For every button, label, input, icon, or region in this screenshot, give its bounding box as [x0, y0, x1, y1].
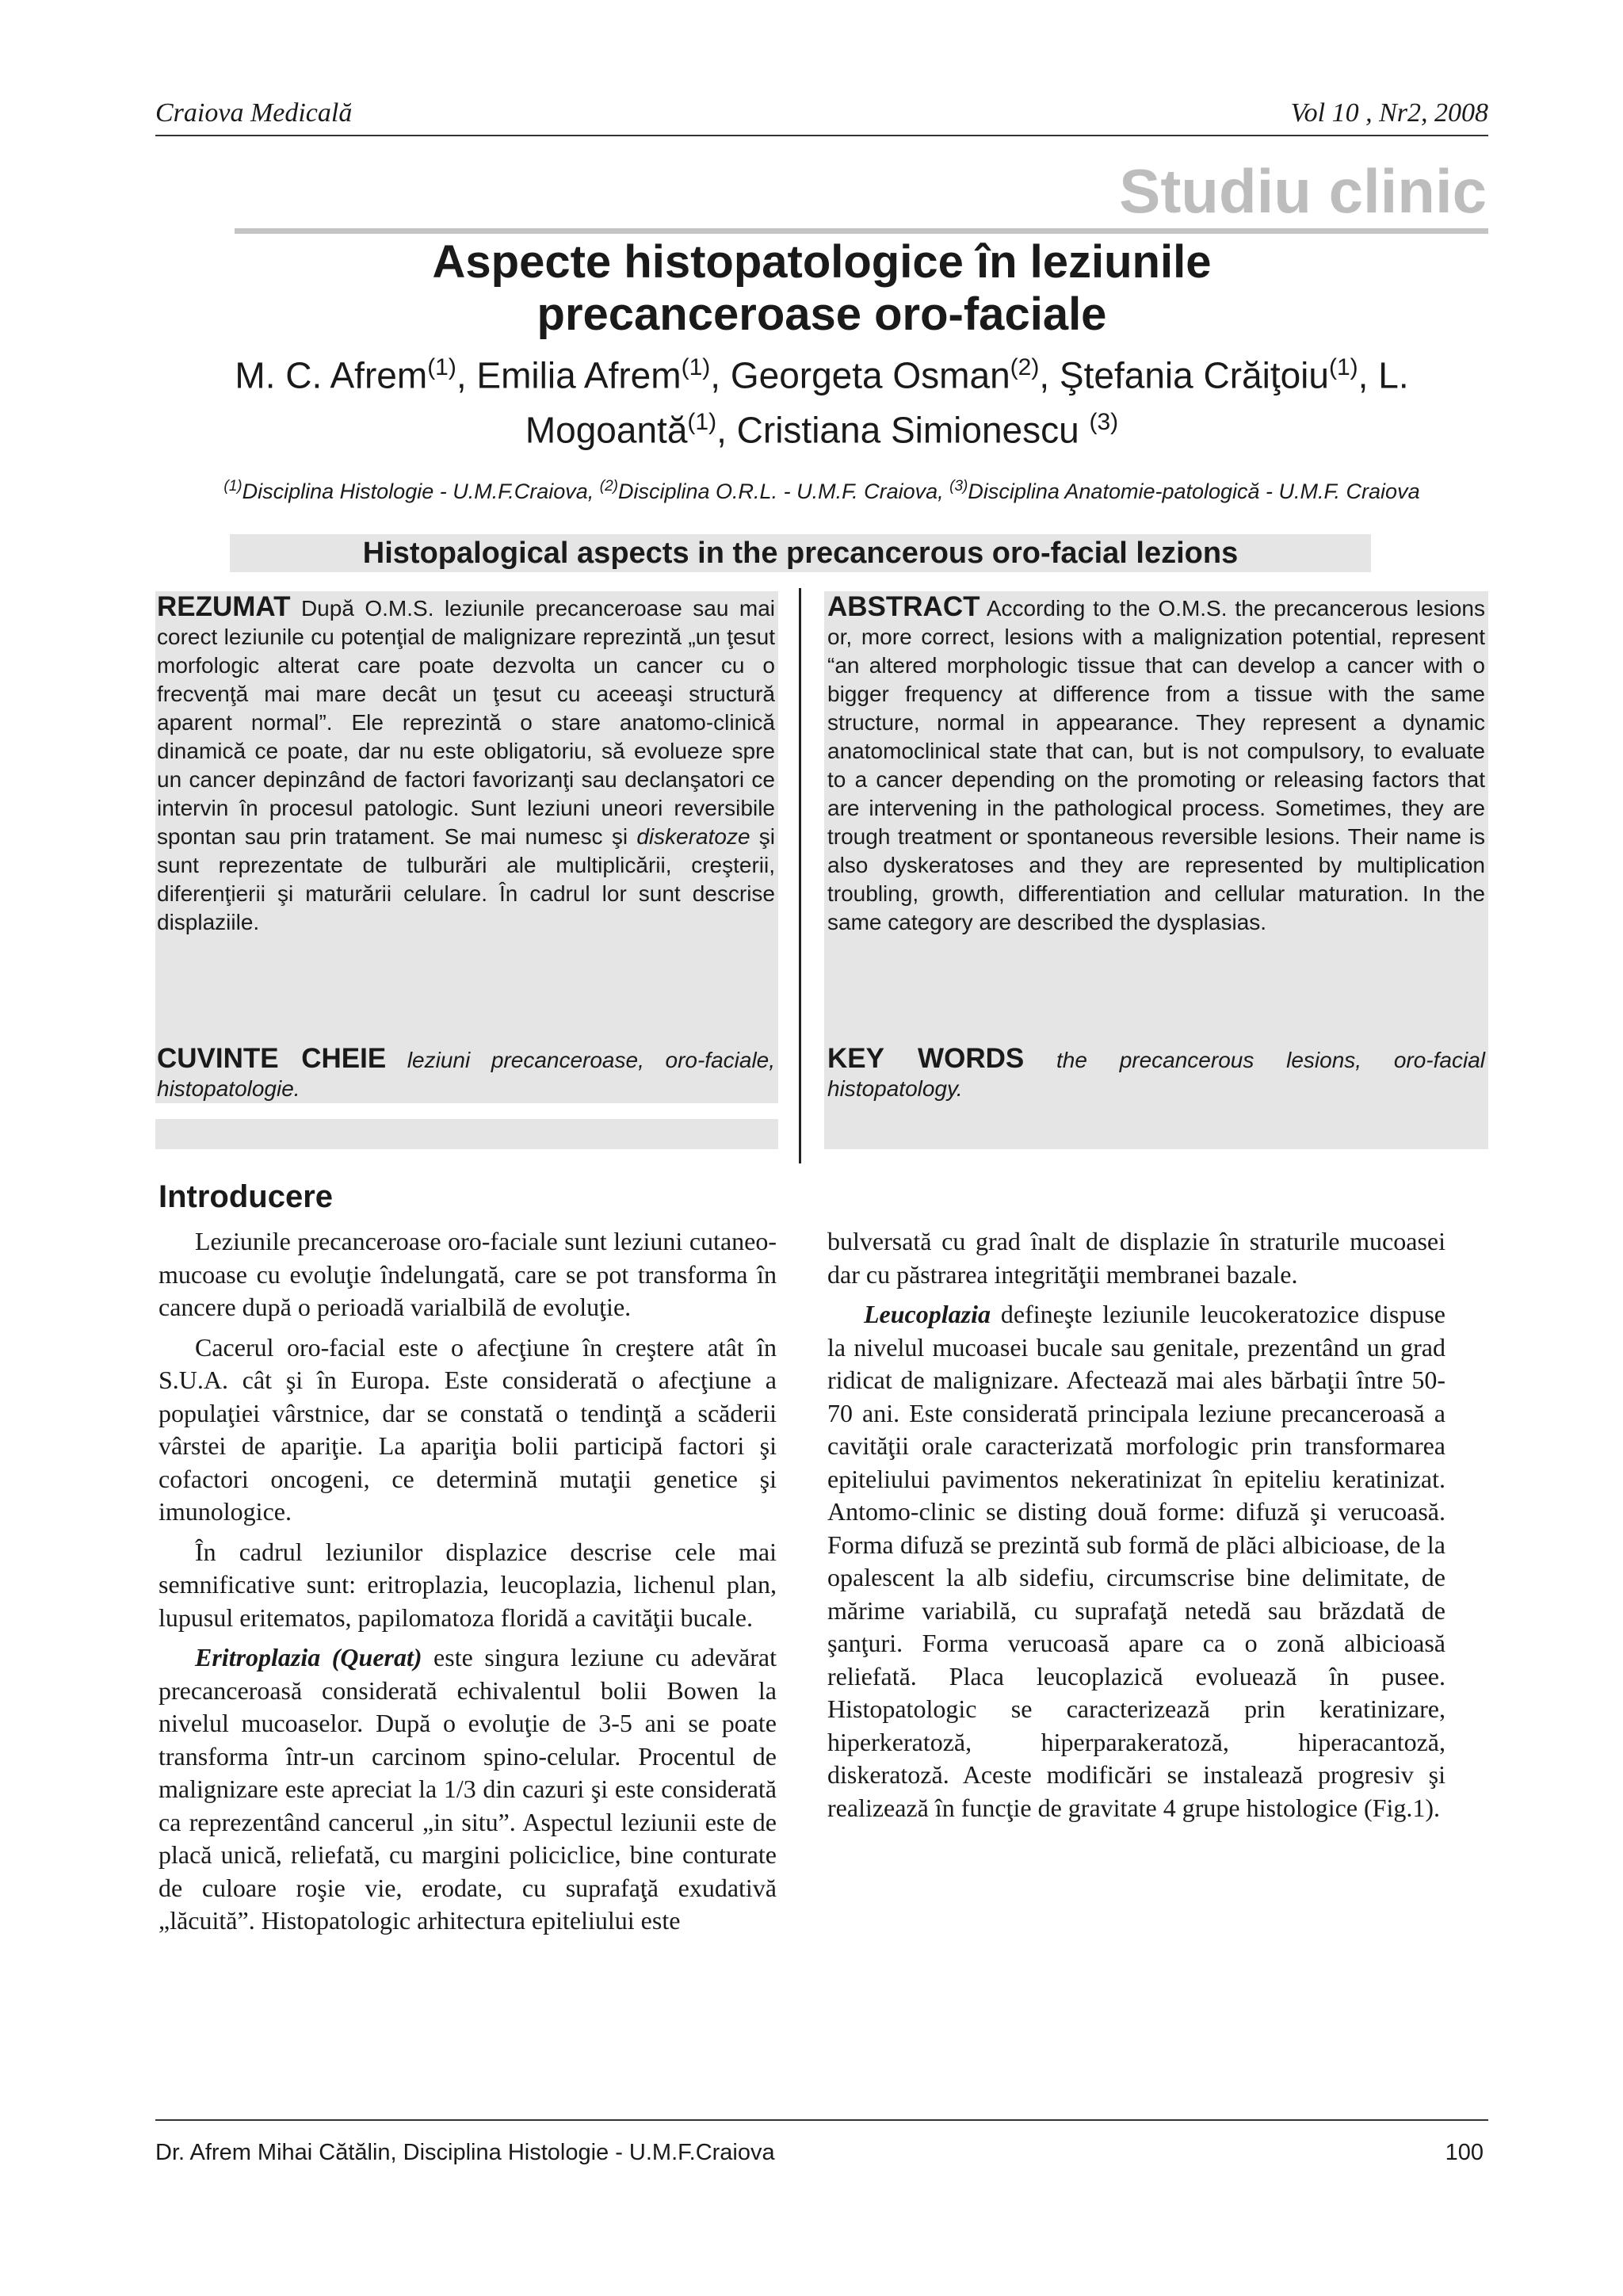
term: Leucoplazia [864, 1300, 991, 1328]
author-affil: (3) [1089, 409, 1119, 436]
author-affil: (1) [427, 354, 456, 380]
english-title: Histopalogical aspects in the precancerous oro-facial lezions [362, 537, 1239, 570]
column-divider [799, 588, 801, 1163]
author-name: M. C. Afrem [235, 354, 428, 396]
author-name: Emilia Afrem [476, 354, 682, 396]
paragraph: În cadrul leziunilor displazice descrise cele mai semnificative sunt: eritroplazia, leucoplazia, lichenul plan, lupusul eritematos, papilomatoza floridă a cavităţii bucale. [158, 1537, 777, 1632]
paragraph: Leziunile precanceroase oro-faciale sunt leziuni cutaneo-mucoase cu evoluţie îndelungată, care se pot transforma în cancere după o perioadă varialbilă de evoluţie. [158, 1227, 777, 1321]
title-line-2: precanceroase oro-faciale [537, 288, 1107, 340]
author-affil: (1) [687, 409, 717, 436]
body-column-right [827, 1225, 1445, 1824]
section-label: Studiu clinic [1119, 156, 1487, 226]
affiliation: Disciplina O.R.L. - U.M.F. Craiova, [618, 479, 950, 503]
rezumat-box-tail [155, 1119, 778, 1149]
paragraph [827, 1298, 1445, 1824]
paragraph [158, 1641, 777, 1938]
section-rule [235, 228, 1488, 234]
abstract-text [827, 593, 1485, 937]
rezumat-heading: REZUMAT [157, 591, 291, 622]
author-affil: (1) [681, 354, 711, 380]
key-words-text: the precancerous lesions, oro-facial histopatology. [827, 1048, 1485, 1101]
paragraph-text: este singura leziune cu adevărat precanceroasă considerată echivalentul bolii Bowen la nivelul mucoaselor. După o evoluţie de 3-5 ani se poate transforma într-un carcinom spino-celular. Procentul de malignizare este apreciat la 1/3 din cazuri şi este considerată ca reprezentând cancerul „in situ”. Aspectul leziunii este de placă unică, reliefată, cu margini policiclice, bine conturate de culoare roşie vie, erodate, cu suprafaţă exudativă „lăcuită”. Histopatologic arhitectura epiteliului este [158, 1643, 777, 1935]
paragraph: Cacerul oro-facial este o afecţiune în creştere atât în S.U.A. cât şi în Europa. Este considerată o afecţiune a populaţiei vârstnice, dar se constată o tendinţă a scăderii vârstei de apariţie. La apariţia bolii participă factori şi cofactori oncogeni, ce determină mutaţii genetice şi imunologice. [158, 1332, 777, 1526]
title-line-1: Aspecte histopatologice în leziunile [432, 236, 1212, 288]
footer-rule [155, 2119, 1488, 2121]
author-name: Cristiana Simionescu [736, 409, 1079, 451]
article-title [155, 236, 1488, 341]
paragraph-text: defineşte leziunile leucokeratozice dispuse la nivelul mucoasei bucale sau genitale, prezentând un grad ridicat de malignizare. Afectează mai ales bărbaţii între 50-70 ani. Este considerată principala leziune precanceroasă a cavităţii orale caracterizată morfologic prin transformarea epiteliului pavimentos nekeratinizat în epiteliu keratinizat. Antomo-clinic se disting două forme: difuză şi verucoasă. Forma difuză se prezintă sub formă de plăci albicioase, de la opalescent la alb sidefiu, circumscrise bine delimitate, de mărime variabilă, cu suprafaţă netedă sau brăzdată de şanţuri. Forma verucoasă apare ca o zonă albicioasă reliefată. Placa leucoplazică evoluează în pusee. Histopatologic se caracterizează prin keratinizare, hiperkeratoză, hiperparakeratoză, hiperacantoză, diskeratoză. Aceste modificări se instalează progresiv şi realizează în funcţie de gravitate 4 grupe histologice (Fig.1). [827, 1300, 1445, 1822]
author-list [155, 344, 1488, 454]
author-name: Georgeta Osman [730, 354, 1010, 396]
paragraph: bulversată cu grad înalt de displazie în straturile mucoasei dar cu păstrarea integrităţii membranei bazale. [827, 1227, 1445, 1289]
key-words [827, 1045, 1485, 1103]
header-rule [155, 135, 1488, 136]
rezumat-body: şi sunt reprezentate de tulburări ale multiplicării, creşterii, diferenţierii şi maturării celulare. În cadrul lor sunt descrise displaziile. [157, 824, 776, 934]
intro-heading: Introducere [158, 1179, 334, 1214]
rezumat-text [157, 593, 775, 937]
author-name: L. Mogoantă [525, 354, 1409, 451]
cuvinte-cheie [157, 1045, 775, 1103]
journal-volume: Vol 10 , Nr2, 2008 [1290, 98, 1488, 128]
affiliations [155, 472, 1488, 506]
rezumat-body: După O.M.S. leziunile precanceroase sau mai corect leziunile cu potenţial de malignizare reprezintă „un ţesut morfologic alterat care poate dezvolta un cancer cu o frecvenţă mai mare decât un ţesut cu aceeaşi structură aparent normal”. Ele reprezintă o stare anatomo-clinică dinamică ce poate, dar nu este obligatoriu, să evolueze spre un cancer depinzând de factori favorizanţi sau declanşatori ce intervin în procesul patologic. Sunt leziuni uneori reversibile spontan sau prin tratament. Se mai numesc şi [157, 596, 775, 849]
affiliation: Disciplina Histologie - U.M.F.Craiova, [242, 479, 600, 503]
affiliation: Disciplina Anatomie-patologică - U.M.F. Craiova [968, 479, 1420, 503]
affil-marker: (2) [599, 478, 619, 495]
cuvinte-cheie-heading: CUVINTE CHEIE [157, 1043, 387, 1074]
term: Eritroplazia (Querat) [195, 1643, 422, 1671]
affil-marker: (1) [223, 478, 242, 495]
journal-name: Craiova Medicală [155, 98, 353, 128]
authors-line-1: M. C. Afrem$^{(1)}$, Emilia Afrem$^{(1)}$, Georgeta Osman$^{(2)}$, Ştefania Crăiţoiu$^{(1)}$, L. Mogoantă$^{(1)}$, Cristiana Simionescu $^{(3)}$ [235, 354, 1409, 451]
key-words-heading: KEY WORDS [827, 1043, 1025, 1074]
page-number: 100 [1445, 2140, 1484, 2165]
rezumat-term: diskeratoze [636, 824, 750, 849]
footer-author: Dr. Afrem Mihai Cătălin, Disciplina Histologie - U.M.F.Craiova [155, 2140, 775, 2165]
author-name: Ştefania Crăiţoiu [1059, 354, 1329, 396]
cuvinte-cheie-text: leziuni precanceroase, oro-faciale, histopatologie. [157, 1048, 776, 1101]
abstract-heading: ABSTRACT [827, 591, 980, 622]
abstract-body: According to the O.M.S. the precancerous lesions or, more correct, lesions with a malignization potential, represent “an altered morphologic tissue that can develop a cancer with o bigger frequency at difference from a tissue with the same structure, normal in appearance. They represent a dynamic anatomoclinical state that can, but is not compulsory, to evaluate to a cancer depending on the promoting or releasing factors that are intervening in the pathological process. Sometimes, they are trough treatment or spontaneous reversible lesions. Their name is also dyskeratoses and they are represented by multiplication troubling, growth, differentiation and cellular maturation. In the same category are described the dysplasias. [827, 596, 1485, 934]
body-column-left [158, 1225, 777, 1938]
author-affil: (1) [1329, 354, 1358, 380]
author-affil: (2) [1010, 354, 1040, 380]
affil-marker: (3) [949, 478, 968, 495]
